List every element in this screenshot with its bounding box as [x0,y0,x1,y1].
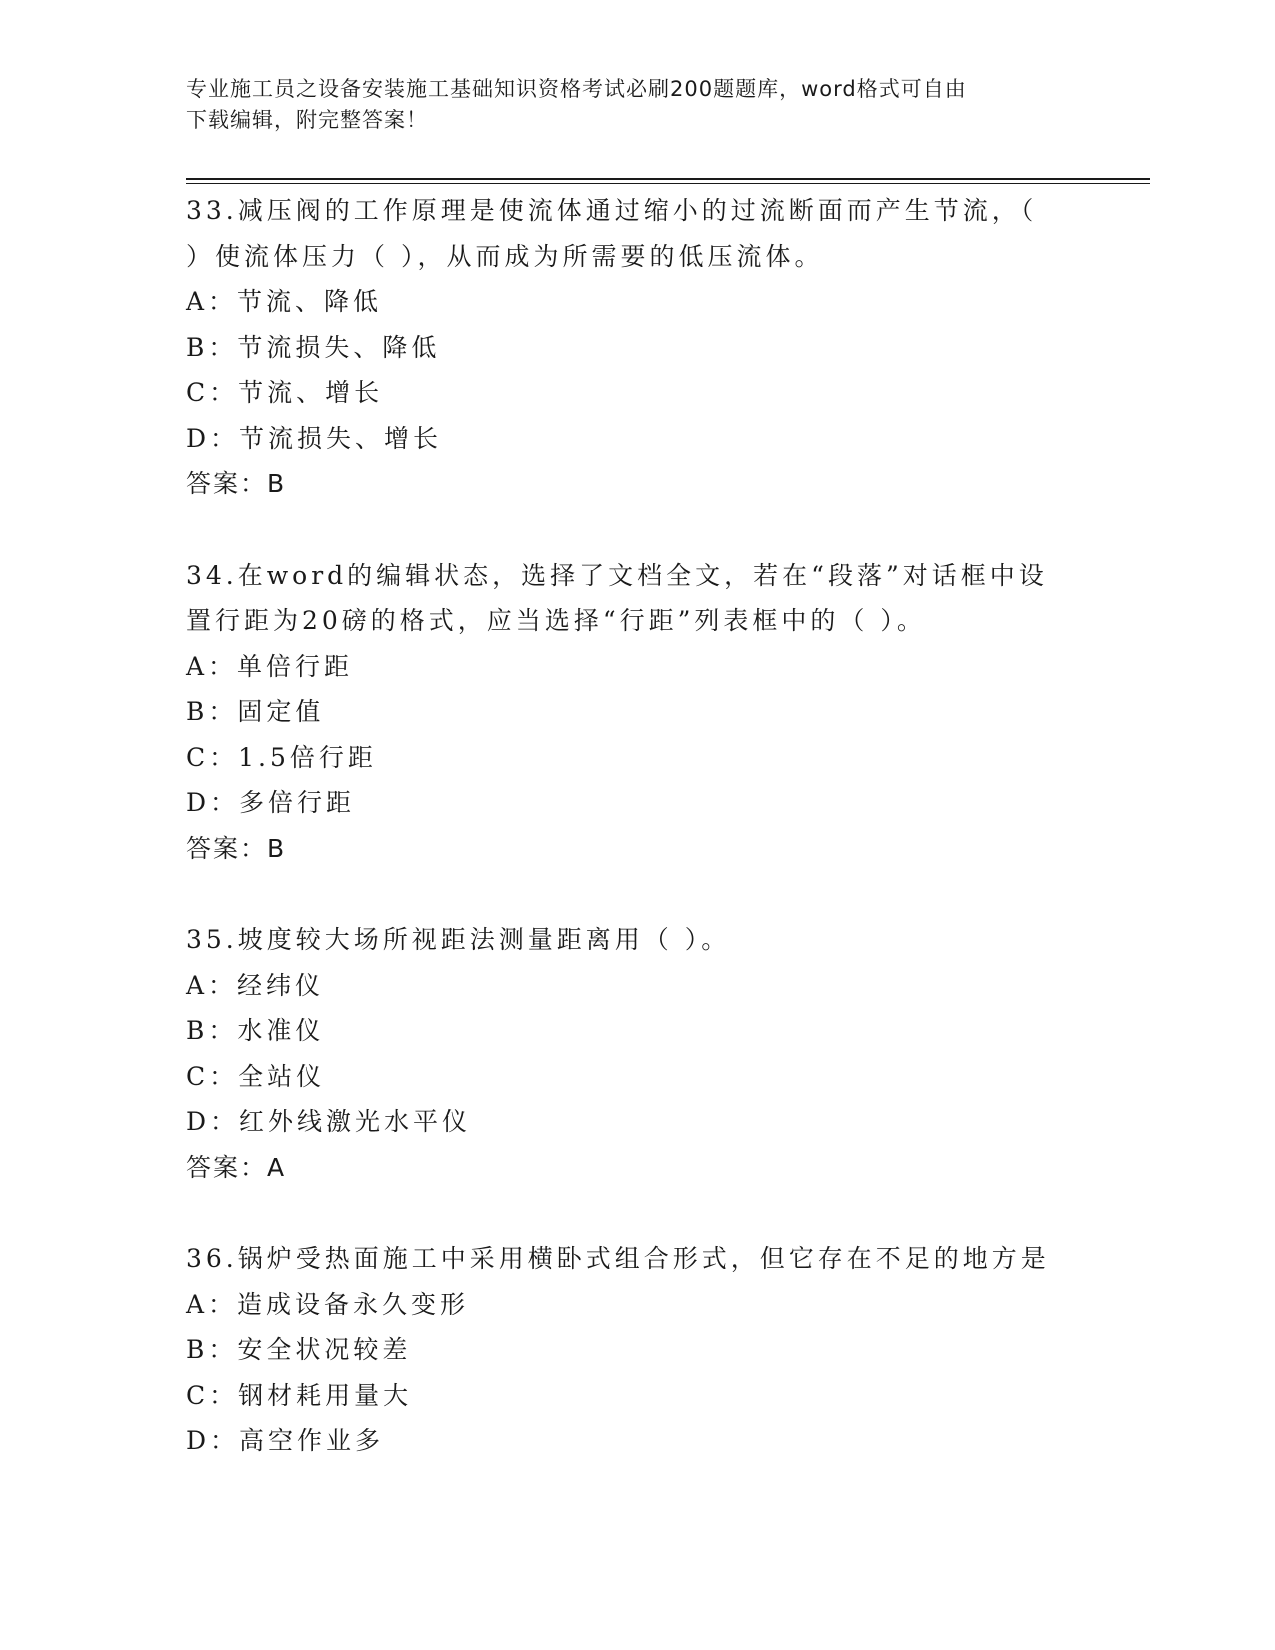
question-stem: 置行距为20磅的格式，应当选择“行距”列表框中的（ ）。 [186,606,926,635]
header-line-1: 专业施工员之设备安装施工基础知识资格考试必刷200题题库，word格式可自由 [186,77,967,101]
option-b: B：节流损失、降低 [186,332,441,362]
option-a: A：造成设备永久变形 [186,1289,470,1319]
question-list [186,188,1086,1464]
question-33 [186,188,1086,507]
question-34 [186,553,1086,872]
document-header [186,74,1086,136]
option-d: D：多倍行距 [186,788,356,817]
answer-line: 答案：A [186,1152,287,1182]
spacer [186,871,1086,917]
question-stem: ）使流体压力（ ），从而成为所需要的低压流体。 [186,241,824,271]
answer-line: 答案：B [186,833,287,863]
header-line-2: 下载编辑，附完整答案！ [186,108,428,132]
option-a: A：节流、降低 [186,287,383,316]
option-c: C：全站仪 [186,1061,326,1091]
option-c: C：节流、增长 [186,378,384,407]
question-35 [186,917,1086,1190]
option-d: D：高空作业多 [186,1426,385,1455]
header-divider-thin [186,183,1150,184]
answer-line: 答案：B [186,469,287,498]
question-36 [186,1236,1086,1464]
question-stem: 36.锅炉受热面施工中采用横卧式组合形式，但它存在不足的地方是 [186,1244,1050,1273]
option-b: B：安全状况较差 [186,1335,412,1364]
option-b: B：水准仪 [186,1016,325,1045]
option-a: A：经纬仪 [186,970,325,1000]
spacer [186,1190,1086,1236]
option-c: C：钢材耗用量大 [186,1380,413,1410]
question-stem: 34.在word的编辑状态，选择了文档全文，若在“段落”对话框中设 [186,560,1048,590]
option-d: D：红外线激光水平仪 [186,1107,472,1136]
option-b: B：固定值 [186,697,325,726]
option-a: A：单倍行距 [186,651,354,681]
option-d: D：节流损失、增长 [186,423,443,453]
option-c: C：1.5倍行距 [186,742,377,772]
question-stem: 35.坡度较大场所视距法测量距离用（ ）。 [186,925,731,954]
spacer [186,507,1086,553]
header-divider-thick [186,178,1150,180]
question-stem: 33.减压阀的工作原理是使流体通过缩小的过流断面而产生节流，（ [186,196,1038,225]
